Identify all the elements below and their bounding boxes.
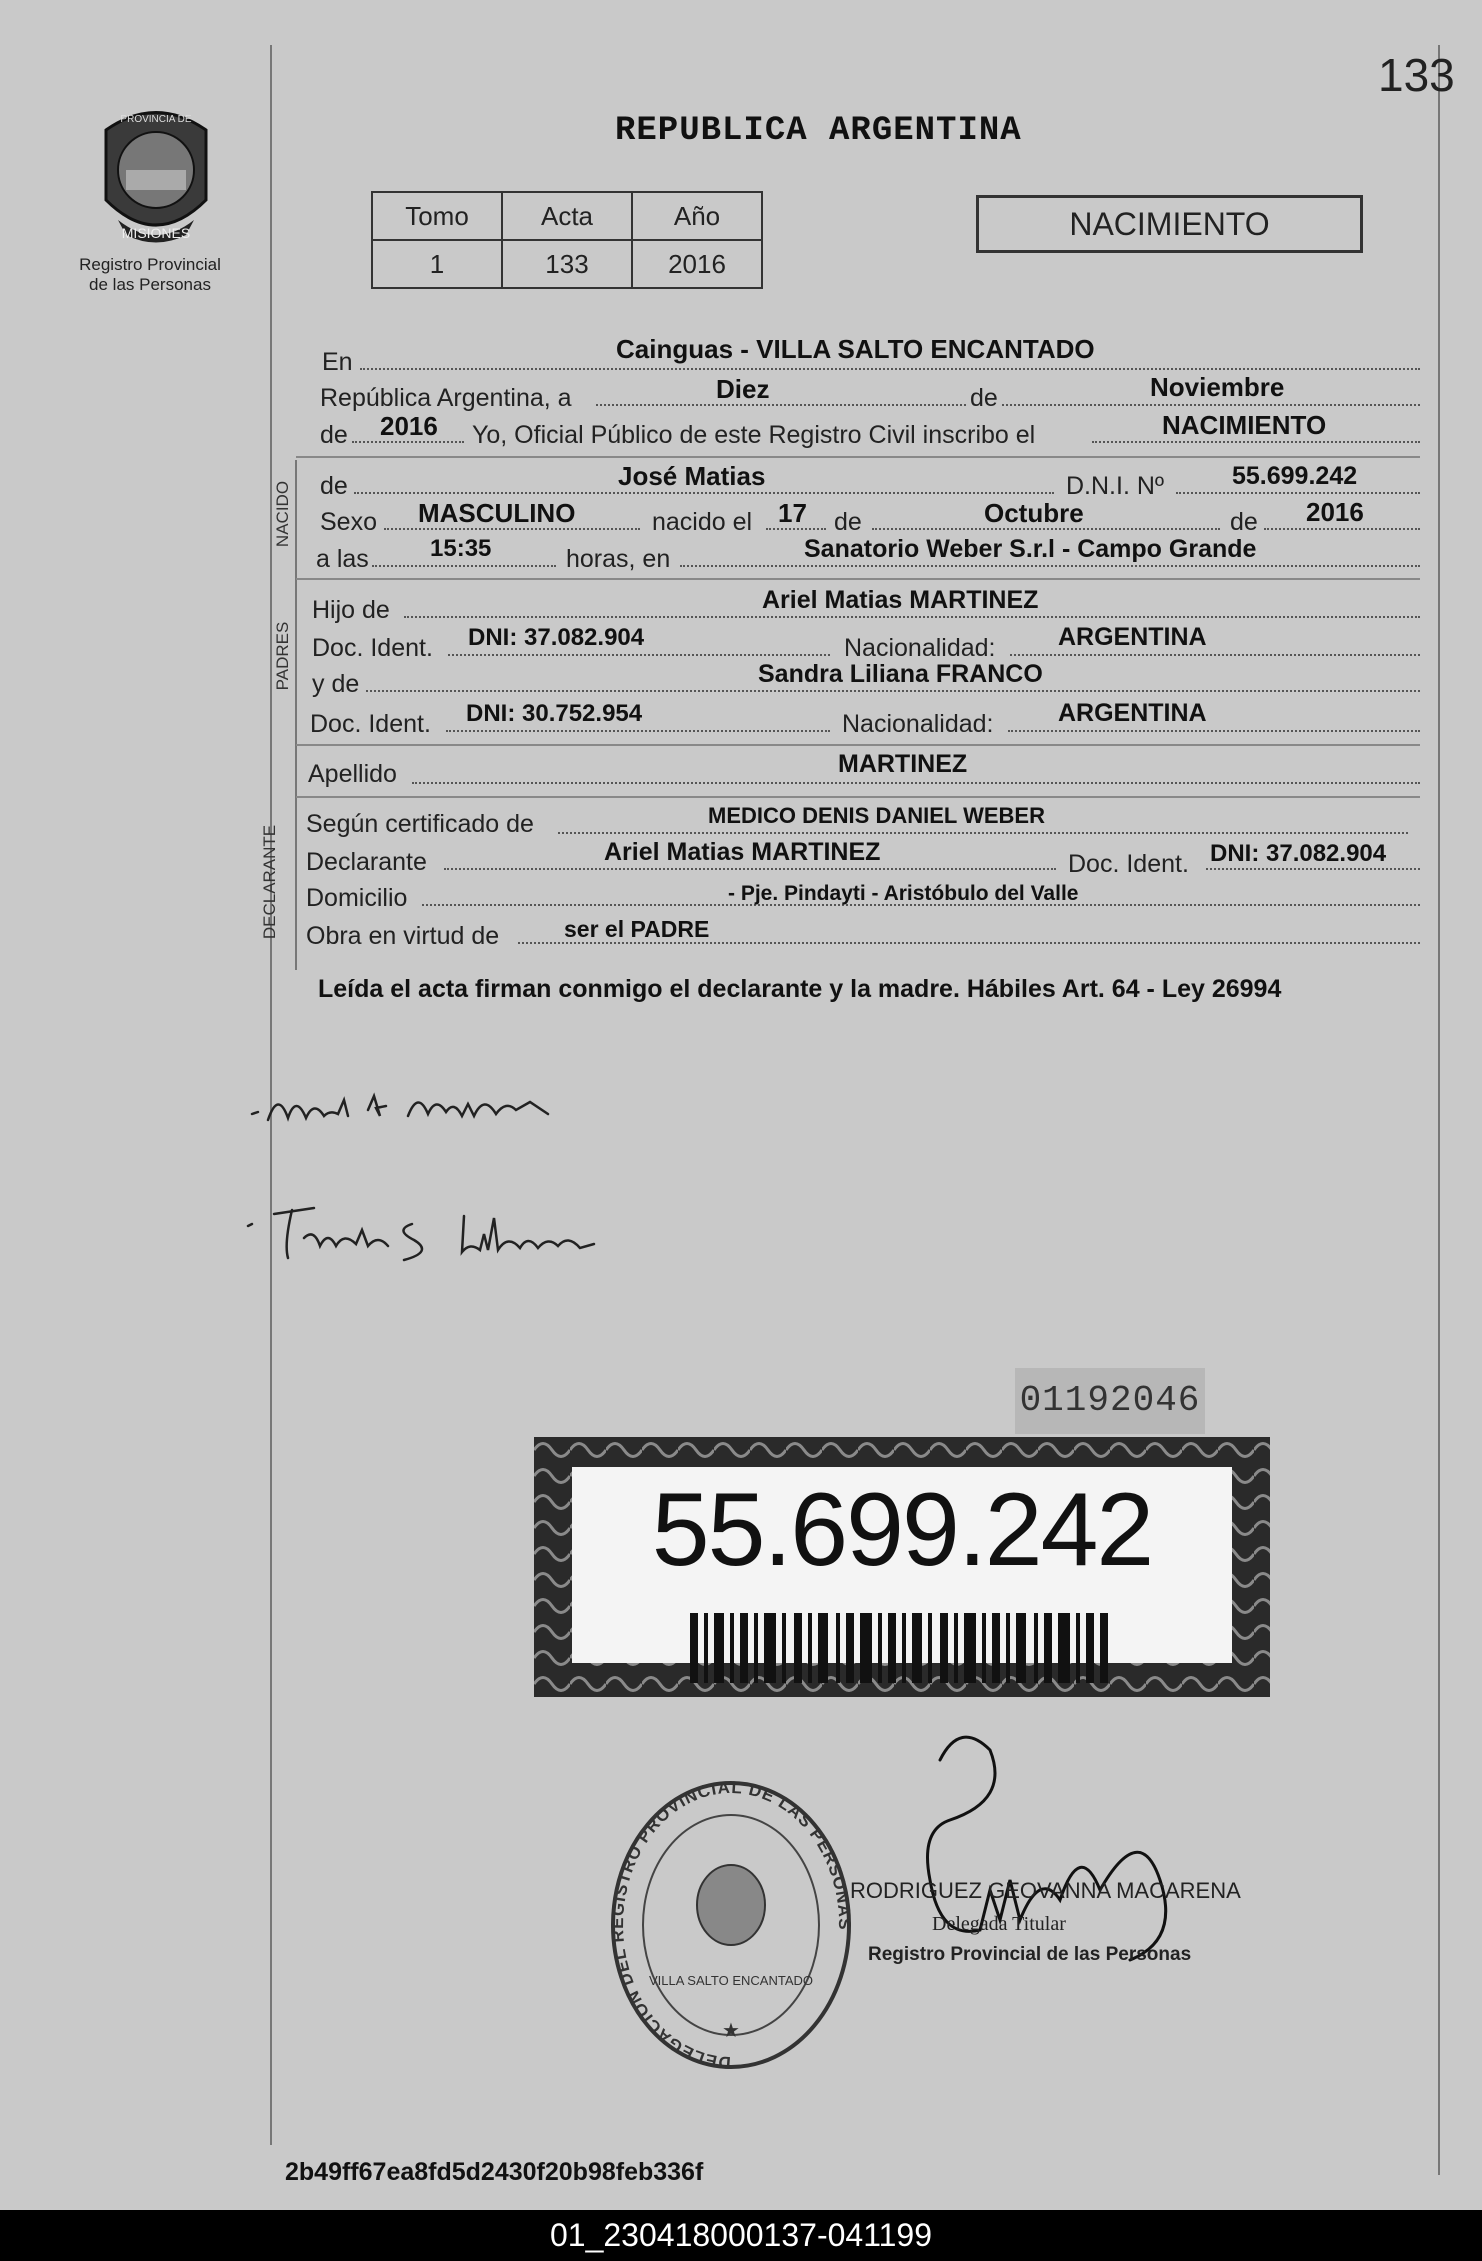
label-apellido: Apellido [308,760,397,788]
dotted-line [1176,492,1420,494]
label-dni: D.N.I. Nº [1066,472,1165,500]
caption-line-2: de las Personas [89,275,211,294]
value-tomo: 1 [372,240,502,288]
dni-sticker [534,1437,1270,1697]
domicilio-value: - Pje. Pindayti - Aristóbulo del Valle [728,882,1079,905]
signature-declarante-icon [248,1070,608,1150]
father-name: Ariel Matias MARTINEZ [762,586,1039,614]
dotted-line [1002,404,1420,406]
label-a-las: a las [316,545,369,573]
document-hash: 2b49ff67ea8fd5d2430f20b98feb336f [285,2158,704,2186]
separator [296,796,1420,798]
label-domicilio: Domicilio [306,884,408,912]
place-value: Cainguas - VILLA SALTO ENCANTADO [616,334,1095,364]
header-acta: Acta [502,192,632,240]
birth-day: 17 [778,498,807,528]
label-nacionalidad: Nacionalidad: [842,710,994,738]
label-horas: horas, en [566,545,671,573]
footer-id-bar: 01_230418000137-041199 [0,2210,1482,2261]
dotted-line [448,654,830,656]
label-hijo: Hijo de [312,596,390,624]
label-doc-ident: Doc. Ident. [310,710,431,738]
event-value: NACIMIENTO [1162,410,1327,440]
separator [296,578,1420,580]
barcode-icon [690,1613,1110,1683]
closing-text: Leída el acta firman conmigo el declarante y la madre. Hábiles Art. 64 - Ley 26994 [318,975,1282,1003]
label-nacido-de: de [320,472,348,500]
declarante-doc: DNI: 37.082.904 [1210,840,1387,867]
right-margin-line [1438,45,1440,2175]
svg-text:MISIONES: MISIONES [121,225,191,241]
day-value: Diez [716,374,770,404]
dotted-line [360,368,1420,370]
year-value: 2016 [380,411,438,441]
label-republica: República Argentina, a [320,384,572,412]
section-divider-line [295,460,297,970]
value-acta: 133 [502,240,632,288]
child-dni: 55.699.242 [1232,462,1358,490]
mother-name: Sandra Liliana FRANCO [758,660,1043,688]
section-declarante-label: DECLARANTE [260,824,279,940]
label-yo: Yo, Oficial Público de este Registro Civil inscribo el [472,421,1036,449]
label-de: de [1230,508,1258,536]
birth-place: Sanatorio Weber S.r.l - Campo Grande [804,535,1257,563]
emblem-caption [60,255,240,295]
dotted-line [446,730,830,732]
label-y-de: y de [312,670,360,698]
certificate-value: MEDICO DENIS DANIEL WEBER [708,803,1045,828]
label-doc-ident: Doc. Ident. [1068,850,1189,878]
dotted-line [558,832,1408,834]
child-name: José Matias [618,461,766,491]
dotted-line [1264,528,1420,530]
separator [296,456,1420,458]
label-segun-certificado: Según certificado de [306,810,534,838]
label-obra: Obra en virtud de [306,922,500,950]
svg-text:Registro Provincial de las Per: Registro Provincial de las Personas [868,1944,1192,1965]
mother-nationality: ARGENTINA [1058,699,1207,727]
dotted-line [404,616,1420,618]
value-ano: 2016 [632,240,762,288]
father-nationality: ARGENTINA [1058,623,1207,651]
label-declarante: Declarante [306,848,427,876]
signature-madre-icon [244,1194,624,1274]
dotted-line [372,565,556,567]
dotted-line [596,404,966,406]
document-type-box: NACIMIENTO [976,195,1363,253]
birth-time: 15:35 [430,535,492,562]
dotted-line [1010,654,1420,656]
declarante-name: Ariel Matias MARTINEZ [604,838,881,866]
label-doc-ident: Doc. Ident. [312,634,433,662]
certificate-page: 133 REPUBLICA ARGENTINA PROVINCIA DE MISIONES Registro Provincial de las Personas Tomo Acta Año 1 133 2016 NACIMIENTO En Cainguas - VILLA SALTO ENCANTADO República Argentina, a Diez de Noviembre de 2016 Yo, Oficial Público de este Registro Civil inscribo el NACIMIENTO NACIDO de José Matias D.N.I. Nº 55.699.242 Sexo MASCULINO nacido el 17 de Octubre de 2016 a las 15:35 horas, en Sanatorio Weber S.r.l - Campo Grande PADRES Hijo de Ariel Matias MARTINEZ Doc. Ident. DNI: 37.082.904 Nacionalidad: ARGENTINA y de Sandra Liliana FRANCO Doc. Ident. DNI: 30.752.954 Nacionalidad: ARGENTINA Apellido MARTINEZ DECLARANTE Según certificado de MEDICO DENIS DANIEL WEBER Declarante Ariel Matias MARTINEZ Doc. Ident. DNI: 37.082.904 Domicilio - Pje. Pindayti - Aristóbulo del Valle Obra en virtud de ser el PADRE Leída el acta firman conmigo el declarante y la madre. Hábiles Art. 64 - Ley 26994 01192046 55.699.242 DELEGACION DEL REGISTRO PROVINCIAL DE LAS PERSONAS VILLA SALTO ENCANTADO ★ RODRIGUEZ GEOVANNA MACARENA Delegada Titular Registro Provincial de las Personas 2b49ff67ea8fd5d2430f20b98feb336f [0,0,1482,2210]
registry-seal-icon [606,1775,856,2075]
sticker-dni-number: 55.699.242 [651,1472,1153,1588]
section-padres-label: PADRES [273,621,292,691]
svg-text:DELEGACION DEL REGISTRO PROVIN: DELEGACION DEL REGISTRO PROVINCIAL DE LAS PERSONAS [607,1777,855,2073]
father-doc: DNI: 37.082.904 [468,624,645,651]
serial-stamp: 01192046 [1015,1368,1205,1434]
apellido-value: MARTINEZ [838,750,968,778]
dotted-line [444,868,1056,870]
svg-text:PROVINCIA DE: PROVINCIA DE [120,114,192,125]
label-sexo: Sexo [320,508,377,536]
dotted-line [1092,441,1420,443]
separator [296,744,1420,746]
svg-text:VILLA SALTO ENCANTADO: VILLA SALTO ENCANTADO [649,1973,813,1988]
svg-text:★: ★ [722,2020,740,2042]
birth-year: 2016 [1306,497,1364,527]
label-de: de [970,384,998,412]
caption-line-1: Registro Provincial [79,255,221,274]
dotted-line [412,782,1420,784]
page-number: 133 [1378,49,1455,101]
birth-month: Octubre [984,498,1084,528]
header-ano: Año [632,192,762,240]
dotted-line [680,565,1420,567]
dotted-line [354,492,1054,494]
section-nacido-label: NACIDO [273,480,292,548]
label-nacido-el: nacido el [652,508,753,536]
dotted-line [1206,868,1420,870]
label-de-year: de [320,421,348,449]
obra-value: ser el PADRE [564,916,710,942]
svg-text:Delegada Titular: Delegada Titular [932,1913,1066,1935]
sexo-value: MASCULINO [418,498,576,528]
dotted-line [366,690,1420,692]
dotted-line [1008,730,1420,732]
misiones-emblem-icon [86,100,226,250]
label-en: En [322,348,353,376]
month-value: Noviembre [1150,372,1285,402]
svg-text:RODRIGUEZ GEOVANNA MACARENA: RODRIGUEZ GEOVANNA MACARENA [850,1878,1241,1903]
record-table [371,191,763,289]
header-tomo: Tomo [372,192,502,240]
label-de: de [834,508,862,536]
sticker-inner [572,1467,1232,1663]
official-signature-icon [840,1720,1260,2020]
mother-doc: DNI: 30.752.954 [466,700,643,727]
label-nacionalidad: Nacionalidad: [844,634,996,662]
